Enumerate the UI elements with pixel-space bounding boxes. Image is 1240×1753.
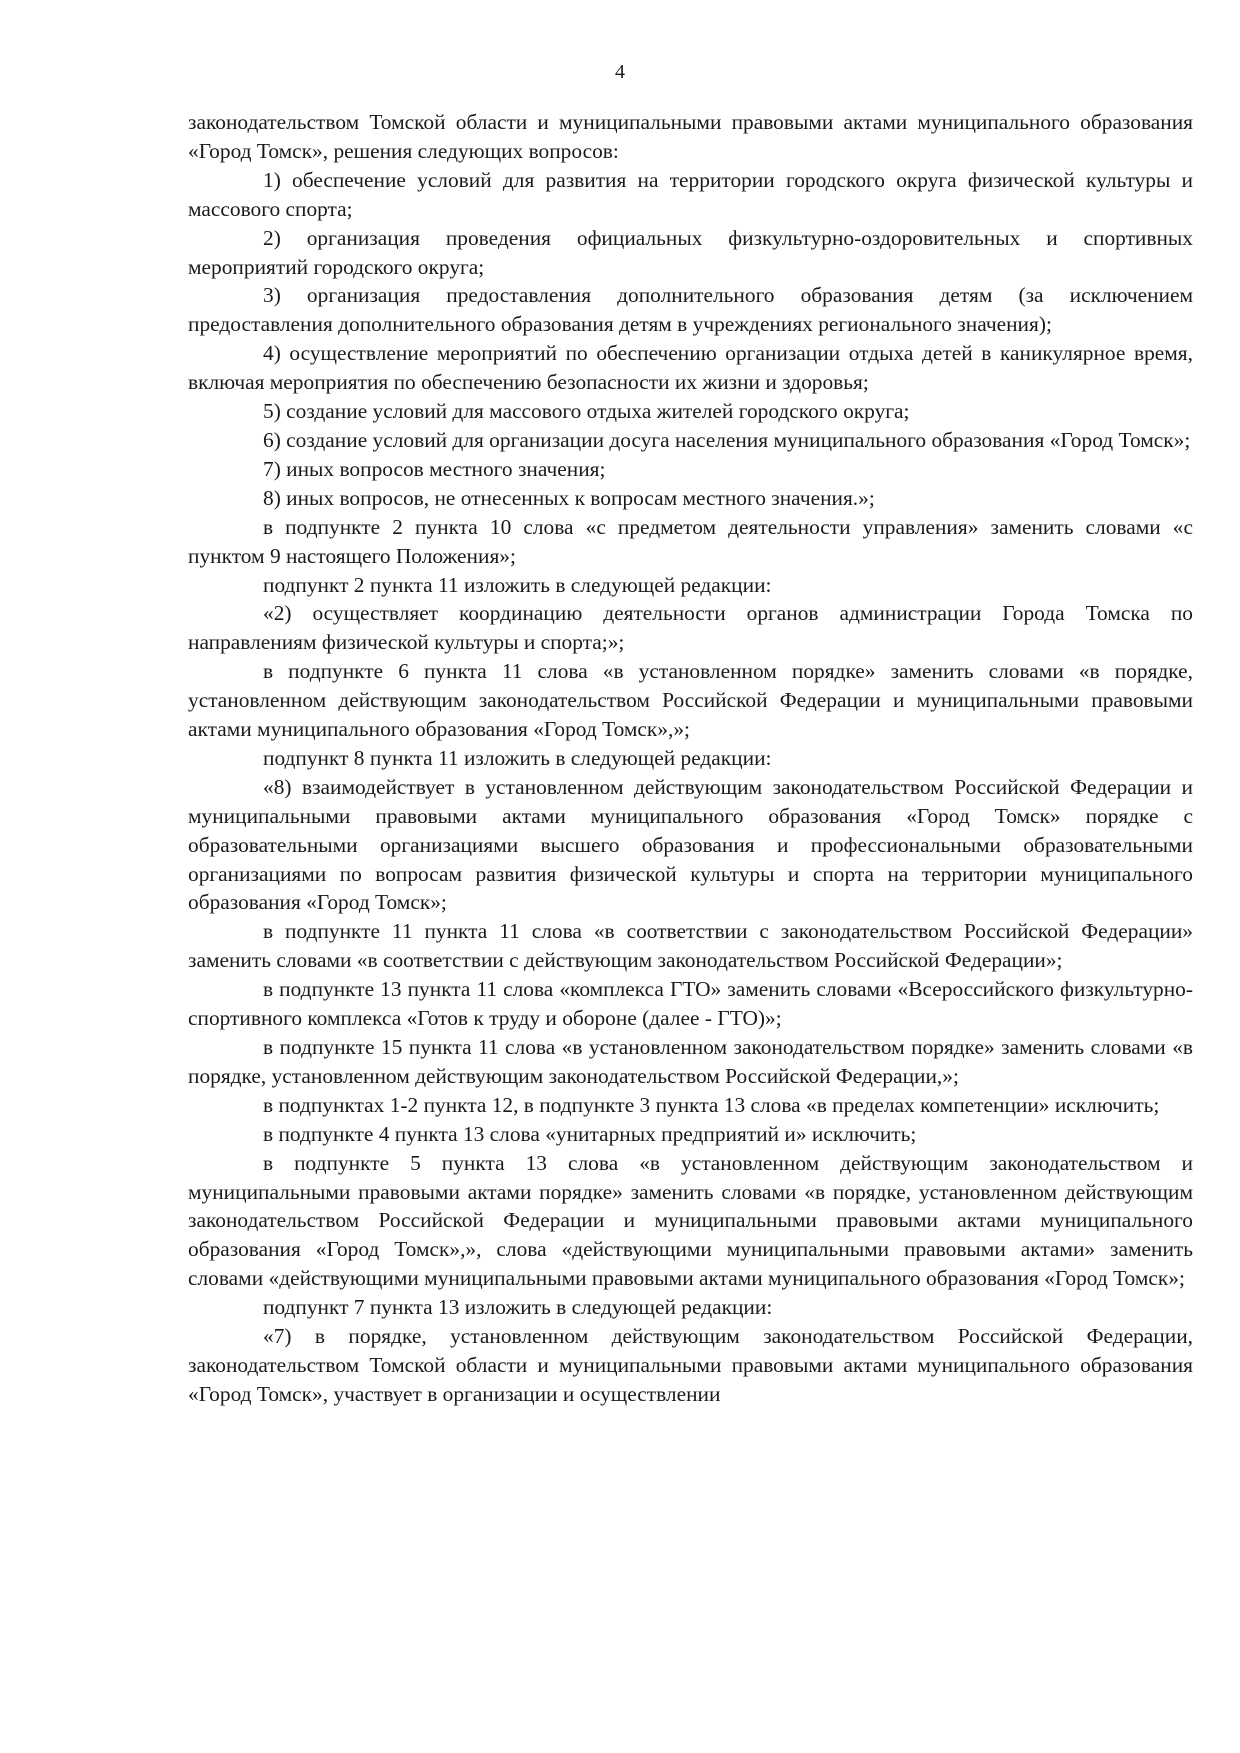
paragraph: подпункт 8 пункта 11 изложить в следующей редакции: (263, 745, 772, 770)
paragraph: в подпунктах 1-2 пункта 12, в подпункте 3 пункта 13 слова «в пределах компетенции» исключить; (263, 1092, 1160, 1117)
paragraph: в подпункте 15 пункта 11 слова «в установленном законодательством порядке» заменить словами «в порядке, установленном действующим законодательством Российской Федерации,»; (188, 1035, 1193, 1088)
paragraph: 8) иных вопросов, не отнесенных к вопросам местного значения.»; (263, 485, 875, 510)
paragraph: 6) создание условий для организации досуга населения муниципального образования «Город Томск»; (263, 427, 1191, 452)
body-text (188, 108, 1193, 1409)
paragraph: в подпункте 4 пункта 13 слова «унитарных предприятий и» исключить; (263, 1121, 917, 1146)
paragraph: 3) организация предоставления дополнительного образования детям (за исключением предоставления дополнительного образования детям в учреждениях регионального значения); (188, 283, 1193, 337)
paragraph: в подпункте 2 пункта 10 слова «с предметом деятельности управления» заменить словами «с пунктом 9 настоящего Положения»; (188, 514, 1193, 568)
paragraph: «8) взаимодействует в установленном действующим законодательством Российской Федерации и муниципальными правовыми актами муниципального образования «Город Томск» порядке с образовательными организациями высшего образования и профессиональными образовательными организациями по вопросам развития физической культуры и спорта на территории муниципального образования «Город Томск»; (188, 774, 1193, 915)
paragraph: 7) иных вопросов местного значения; (263, 456, 606, 481)
paragraph: в подпункте 5 пункта 13 слова «в установленном действующим законодательством и муниципальными правовыми актами порядке» заменить словами «в порядке, установленном действующим законодательством Российской Федерации и муниципальными правовыми актами муниципального образования «Город Томск»,», слова «действующими муниципальными правовыми актами» заменить словами «действующими муниципальными правовыми актами муниципального образования «Город Томск»; (188, 1150, 1193, 1291)
page-number: 4 (615, 61, 625, 83)
paragraph: в подпункте 6 пункта 11 слова «в установленном порядке» заменить словами «в порядке, установленном действующим законодательством Российской Федерации и муниципальными правовыми актами муниципального образования «Город Томск»,»; (188, 659, 1193, 742)
paragraph: подпункт 2 пункта 11 изложить в следующей редакции: (263, 572, 772, 597)
paragraph: подпункт 7 пункта 13 изложить в следующей редакции: (263, 1295, 773, 1320)
paragraph: законодательством Томской области и муниципальными правовыми актами муниципального образования «Город Томск», решения следующих вопросов: (188, 110, 1193, 163)
paragraph: «2) осуществляет координацию деятельности органов администрации Города Томска по направлениям физической культуры и спорта;»; (188, 601, 1193, 655)
paragraph: «7) в порядке, установленном действующим законодательством Российской Федерации, законодательством Томской области и муниципальными правовыми актами муниципального образования «Город Томск», участвует в организации и осуществлении (188, 1324, 1193, 1406)
paragraph: в подпункте 11 пункта 11 слова «в соответствии с законодательством Российской Федерации» заменить словами «в соответствии с действующим законодательством Российской Федерации»; (188, 919, 1193, 973)
paragraph: 5) создание условий для массового отдыха жителей городского округа; (263, 399, 910, 424)
paragraph: в подпункте 13 пункта 11 слова «комплекса ГТО» заменить словами «Всероссийского физкультурно-спортивного комплекса «Готов к труду и обороне (далее - ГТО)»; (188, 977, 1193, 1031)
paragraph: 4) осуществление мероприятий по обеспечению организации отдыха детей в каникулярное время, включая мероприятия по обеспечению безопасности их жизни и здоровья; (188, 341, 1193, 395)
paragraph: 2) организация проведения официальных физкультурно-оздоровительных и спортивных мероприятий городского округа; (188, 225, 1193, 279)
paragraph: 1) обеспечение условий для развития на территории городского округа физической культуры и массового спорта; (188, 167, 1193, 221)
